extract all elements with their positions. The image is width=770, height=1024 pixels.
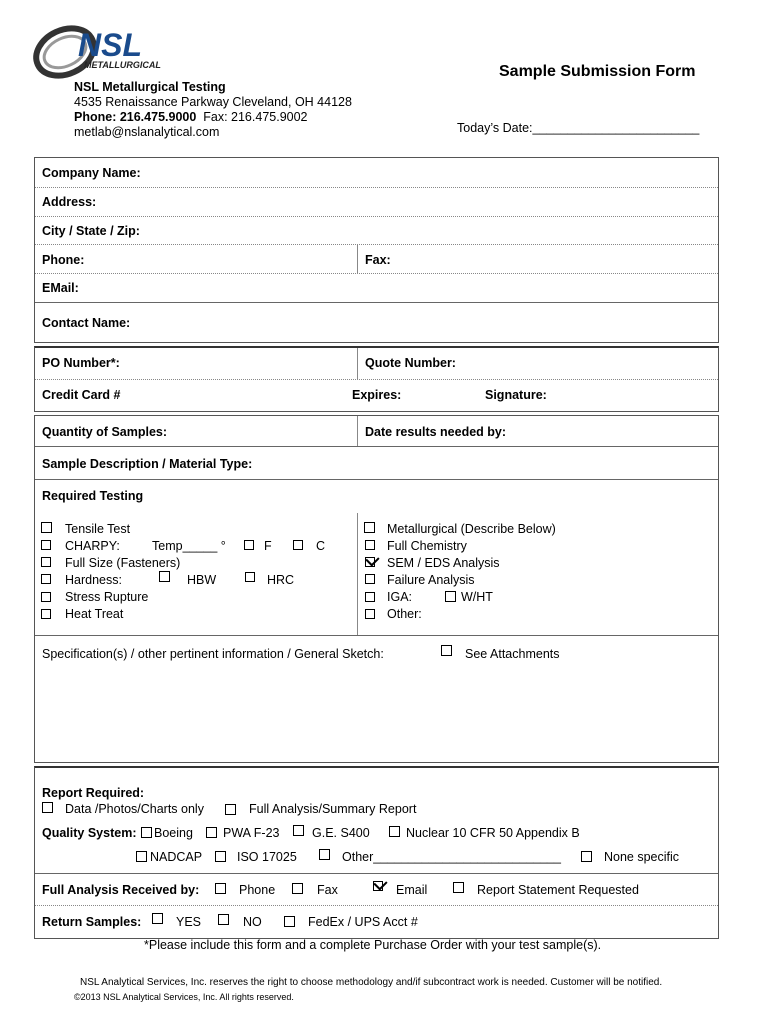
iga-wht-label: W/HT [461,590,493,604]
received-phone-checkbox[interactable] [215,883,226,894]
stress-rupture-label: Stress Rupture [65,590,149,604]
hardness-checkbox[interactable] [41,574,51,584]
full-size-checkbox[interactable] [41,557,51,567]
company-name-field[interactable]: Company Name: [42,166,141,180]
report-required-heading: Report Required: [42,786,145,800]
received-fax-checkbox[interactable] [292,883,303,894]
svg-text:NSL: NSL [78,27,142,63]
tensile-checkbox[interactable] [41,522,52,533]
billing-section [34,346,719,412]
city-state-zip-field[interactable]: City / State / Zip: [42,224,140,238]
metallurgical-label: Metallurgical (Describe Below) [387,522,556,536]
specifications-textarea[interactable] [42,666,712,756]
failure-analysis-checkbox[interactable] [365,574,375,584]
ge-checkbox[interactable] [293,825,304,836]
nsl-logo [30,22,195,82]
stress-rupture-checkbox[interactable] [41,592,51,602]
report-section [34,766,719,939]
return-no-checkbox[interactable] [218,914,229,925]
temp-f-checkbox[interactable] [244,540,254,550]
nadcap-label: NADCAP [150,850,203,864]
sample-testing-section [34,415,719,763]
nuclear-label: Nuclear 10 CFR 50 Appendix B [406,826,580,840]
other-quality-checkbox[interactable] [319,849,330,860]
none-specific-checkbox[interactable] [581,851,592,862]
full-chemistry-label: Full Chemistry [387,539,467,553]
return-samples-label: Return Samples: [42,915,142,929]
lab-contact-line [74,110,308,124]
fedex-checkbox[interactable] [284,916,295,927]
nuclear-checkbox[interactable] [389,826,400,837]
sem-eds-checkbox[interactable] [365,557,375,567]
pwa-label: PWA F-23 [223,826,280,840]
purchase-order-note: *Please include this form and a complete Purchase Order with your test sample(s). [144,938,602,952]
charpy-label: CHARPY: [65,539,120,553]
hrc-checkbox[interactable] [245,572,255,582]
temp-f-label: F [264,539,272,553]
fedex-field[interactable]: FedEx / UPS Acct # [308,915,418,929]
iga-label: IGA: [387,590,413,604]
expires-field[interactable]: Expires: [352,388,402,402]
none-specific-label: None specific [604,850,680,864]
full-chemistry-checkbox[interactable] [365,540,375,550]
sem-eds-label: SEM / EDS Analysis [387,556,500,570]
iso-checkbox[interactable] [215,851,226,862]
iga-checkbox[interactable] [365,592,375,602]
lab-phone: Phone: 216.475.9000 [74,110,197,124]
metallurgical-checkbox[interactable] [364,522,375,533]
po-number-field[interactable]: PO Number*: [42,356,120,370]
charpy-temp-field[interactable]: Temp_____ ° [152,539,226,553]
lab-fax: Fax: 216.475.9002 [203,110,308,124]
heat-treat-label: Heat Treat [65,607,124,621]
iga-wht-checkbox[interactable] [445,591,456,602]
iso-label: ISO 17025 [237,850,297,864]
address-field[interactable]: Address: [42,195,97,209]
temp-c-label: C [316,539,326,553]
received-phone-label: Phone [239,883,276,897]
failure-analysis-label: Failure Analysis [387,573,475,587]
specifications-label: Specification(s) / other pertinent information / General Sketch: [42,647,384,661]
company-name-header: NSL Metallurgical Testing [74,80,226,94]
lab-email: metlab@nslanalytical.com [74,125,220,139]
hardness-label: Hardness: [65,573,122,587]
quantity-field[interactable]: Quantity of Samples: [42,425,168,439]
hbw-label: HBW [187,573,217,587]
customer-info-section [34,157,719,343]
return-yes-checkbox[interactable] [152,913,163,924]
full-analysis-report-label: Full Analysis/Summary Report [249,802,417,816]
temp-c-checkbox[interactable] [293,540,303,550]
return-yes-label: YES [176,915,202,929]
boeing-checkbox[interactable] [141,827,152,838]
sample-description-field[interactable]: Sample Description / Material Type: [42,457,253,471]
other-test-checkbox[interactable] [365,609,375,619]
quality-system-label: Quality System: [42,826,137,840]
hrc-label: HRC [267,573,295,587]
fax-field[interactable]: Fax: [365,253,391,267]
phone-field[interactable]: Phone: [42,253,85,267]
full-size-label: Full Size (Fasteners) [65,556,181,570]
see-attachments-checkbox[interactable] [441,645,452,656]
svg-text:METALLURGICAL: METALLURGICAL [84,60,161,70]
credit-card-field[interactable]: Credit Card # [42,388,121,402]
return-no-label: NO [243,915,262,929]
quote-number-field[interactable]: Quote Number: [365,356,456,370]
date-needed-field[interactable]: Date results needed by: [365,425,507,439]
received-fax-label: Fax [317,883,338,897]
todays-date-field[interactable]: Today’s Date:________________________ [457,121,700,135]
other-quality-field[interactable]: Other___________________________ [342,850,561,864]
received-by-label: Full Analysis Received by: [42,883,200,897]
full-analysis-report-checkbox[interactable] [225,804,236,815]
see-attachments-label: See Attachments [465,647,560,661]
received-email-label: Email [396,883,428,897]
nadcap-checkbox[interactable] [136,851,147,862]
pwa-checkbox[interactable] [206,827,217,838]
heat-treat-checkbox[interactable] [41,609,51,619]
data-only-label: Data /Photos/Charts only [65,802,204,816]
other-test-label: Other: [387,607,422,621]
hbw-checkbox[interactable] [159,571,170,582]
lab-address: 4535 Renaissance Parkway Cleveland, OH 44128 [74,95,352,109]
disclaimer-text: NSL Analytical Services, Inc. reserves the right to choose methodology and/if subcontract work is needed. Customer will be notified. [80,977,663,988]
data-only-checkbox[interactable] [42,802,53,813]
copyright-text: ©2013 NSL Analytical Services, Inc. All rights reserved. [74,992,294,1002]
email-field[interactable]: EMail: [42,281,79,295]
form-title: Sample Submission Form [499,63,696,80]
ge-label: G.E. S400 [312,826,370,840]
signature-field[interactable]: Signature: [485,388,547,402]
required-testing-heading: Required Testing [42,489,144,503]
logo-swoosh-icon [30,22,195,82]
boeing-label: Boeing [154,826,193,840]
report-statement-label: Report Statement Requested [477,883,639,897]
tensile-label: Tensile Test [65,522,131,536]
charpy-checkbox[interactable] [41,540,51,550]
received-email-checkbox[interactable] [373,881,383,891]
contact-name-field[interactable]: Contact Name: [42,316,131,330]
report-statement-checkbox[interactable] [453,882,464,893]
